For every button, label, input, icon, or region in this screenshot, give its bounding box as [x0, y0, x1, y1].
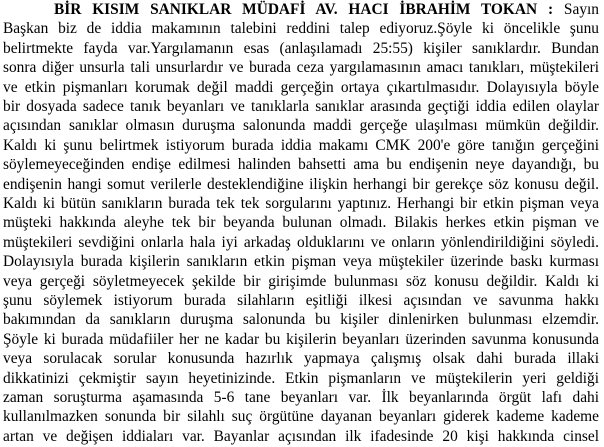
document-line-19: veya sorulacak sorular konusunda hazırlık yapmaya çalışmış olsak dahi burada illaki: [3, 350, 599, 368]
line-text: Sayın: [563, 1, 599, 18]
document-line-4: sonra diğer unsurla tali unsurlardır ve burada ceza yargılamasının amacı tanıkları, müştekileri: [3, 59, 599, 77]
document-line-7: açısından sanıklar olmasın duruşma salonunda maddi gerçeğe ulaşılması mümkün değildir.: [3, 117, 599, 135]
document-line-1: [54, 0, 599, 20]
document-line-2: Başkan biz de iddia makamının talebini reddini talep ediyoruz.Şöyle ki öncelikle şunu: [3, 20, 599, 38]
document-line-14: Dolayısıyla burada kişilerin sanıkların etkin pişman veya müştekiler üzerinde baskı kurması: [3, 253, 599, 271]
document-line-3: belirtmekte fayda var.Yargılamanın esas (anlaşılamadı 25:55) kişiler sanıklardır. Bundan: [3, 39, 599, 57]
document-line-17: bakımından da sanıkların duruşma salonunda bu kişiler dinlenirken bulunması elzemdir.: [3, 311, 599, 329]
document-page: [3, 0, 599, 445]
document-line-6: bir dosyada sadece tanık beyanları ve tanıklarla sanıklar arasında geçtiği iddia edilen olaylar: [3, 98, 599, 115]
document-line-18: Şöyle ki burada müdafiiler her ne kadar bu kişilerin beyanları üzerinden savunma konusunda: [3, 330, 599, 348]
document-line-11: Kaldı ki bütün sanıkların burada tek tek sorgularını yaptınız. Herhangi bir etkin pişman veya: [3, 195, 599, 212]
document-line-20: dikkatinizi çekmiştir sayın heyetinizinde. Etkin pişmanların ve müştekilerin yeri geldiği: [3, 369, 599, 387]
document-line-9: söylemeyeceğinden endişe edilmesi halinden bahsetti ama bu endişenin neye dayandığı, bu: [3, 156, 599, 174]
document-line-12: müşteki hakkında aleyhe tek bir beyanda bulunan olmadı. Bilakis herkes etkin pişman ve: [3, 214, 599, 232]
document-line-15: veya gerçeği söyletmeyecek şekilde bir girişimde bulunması söz konusu değildir. Kaldı ki: [3, 272, 599, 290]
document-line-13: müştekileri sevdiğini onlarla hala iyi arkadaş olduklarını ve onların yönlendirildiğini söyledi.: [3, 233, 599, 251]
document-line-10: endişenin hangi somut verilerle desteklendiğine ilişkin herhangi bir gerekçe söz konusu değil.: [3, 175, 599, 193]
document-line-21: zaman soruşturma aşamasında 5-6 tane beyanları var. İlk beyanlarında örgüt lafı dahi: [3, 389, 599, 406]
document-line-16: şunu söylemek istiyorum burada silahların eşitliği ilkesi açısından ve savunma hakkı: [3, 292, 599, 309]
document-line-8: Kaldı ki şunu belirtmek istiyorum burada iddia makamı CMK 200'e göre tanığın gerçeğini: [3, 136, 599, 154]
speaker-name: BİR KISIM SANIKLAR MÜDAFİ AV. HACI İBRAHİM TOKAN :: [54, 1, 554, 18]
document-line-5: ve etkin pişmanları korumak değil maddi gerçeğin ortaya çıkartılmasıdır. Dolayısıyla böyle: [3, 78, 599, 96]
document-line-23: artan ve değişen iddiaları var. Bayanlar açısından ilk ifadesinde 20 kişi hakkında cinsel: [3, 427, 599, 445]
document-line-22: kullanılmazken sonunda bir silahlı suç örgütüne dayanan beyanları giderek kademe kademe: [3, 408, 599, 426]
